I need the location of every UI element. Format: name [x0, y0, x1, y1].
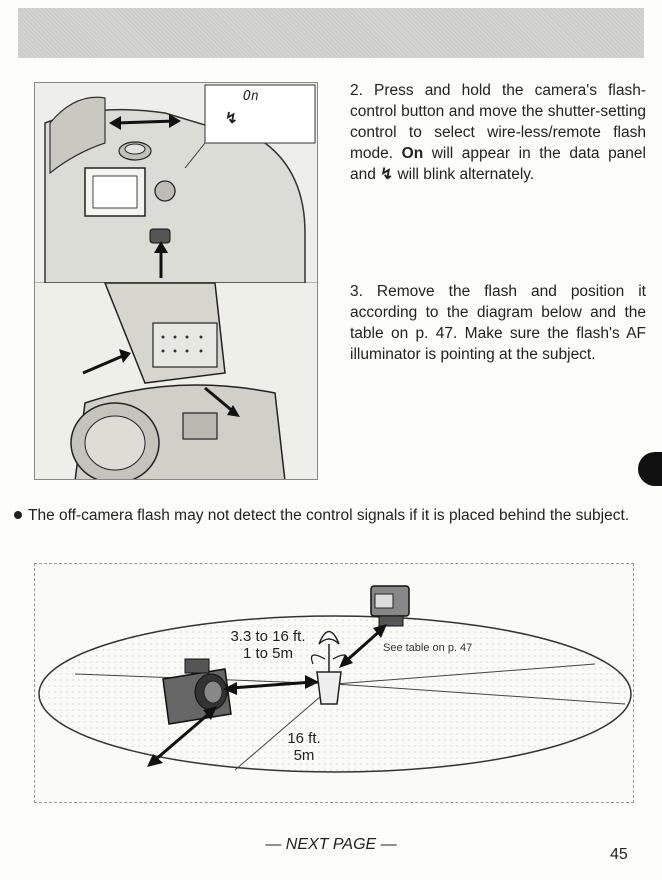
on-mode-label: On	[401, 145, 424, 162]
near-distance-ft: 3.3 to 16 ft.	[230, 628, 306, 645]
step-3-text: 3. Remove the flash and position it according to the diagram below and the table on p. 47. Make sure the flash's AF illuminator is pointing at the subject.	[350, 283, 646, 363]
bullet-icon	[14, 511, 22, 519]
step-2-text	[350, 80, 646, 185]
note-text: The off-camera flash may not detect the control signals if it is placed behind the subject.	[28, 507, 630, 524]
far-distance-label	[269, 730, 339, 764]
placement-diagram-svg	[35, 564, 634, 803]
next-page-indicator: — NEXT PAGE —	[265, 836, 397, 853]
far-distance-ft: 16 ft.	[287, 730, 321, 747]
flash-symbol-icon: ↯	[380, 166, 394, 183]
far-distance-m: 5m	[293, 747, 315, 764]
camera-flash-illustration	[34, 82, 318, 480]
step-2-middle: will appear in the data panel and	[350, 145, 646, 183]
page-number: 45	[610, 846, 628, 863]
flash-lightning-icon: ↯	[225, 110, 238, 127]
step-2-intro: 2. Press and hold the camera's flash-control button and move the shutter-setting control to select wire-less/remote flash mode.	[350, 82, 646, 162]
section-tab-marker	[638, 452, 662, 486]
header-band	[18, 8, 644, 58]
near-distance-label	[213, 628, 323, 662]
step-2-end: will blink alternately.	[393, 166, 535, 183]
camera-illustration-svg	[35, 83, 318, 480]
table-reference-label: See table on p. 47	[383, 642, 473, 654]
near-distance-m: 1 to 5m	[242, 645, 294, 662]
data-panel-mode-text: On	[243, 89, 259, 104]
note-paragraph	[14, 505, 644, 527]
flash-placement-diagram	[34, 563, 634, 803]
